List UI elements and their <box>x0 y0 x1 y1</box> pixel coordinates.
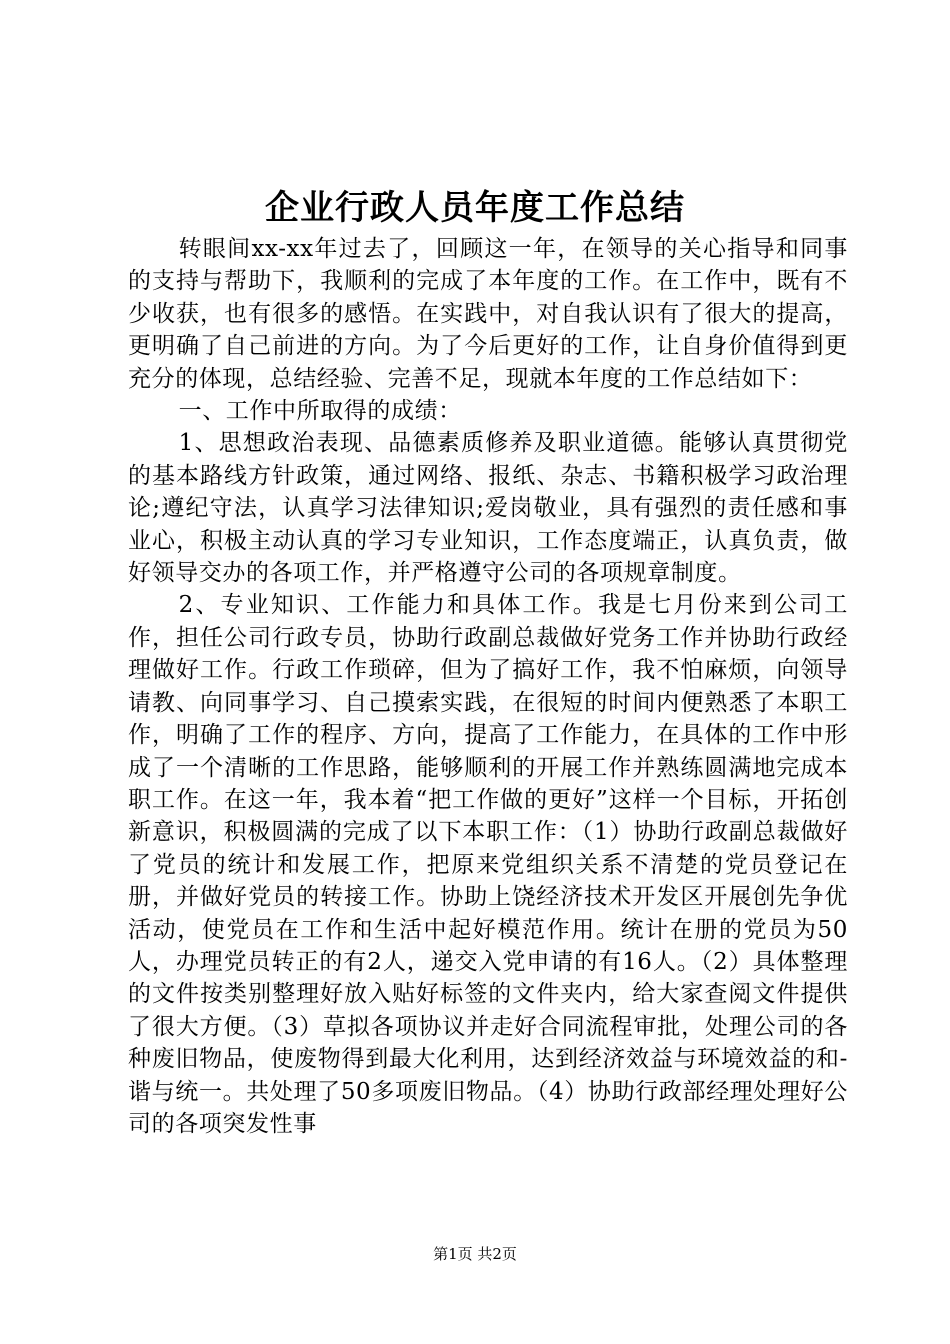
paragraph-section-heading: 一、工作中所取得的成绩： <box>178 398 462 425</box>
paragraph-intro: 转眼间xx-xx年过去了，回顾这一年，在领导的关心指导和同事的支持与帮助下，我顺利的完成了本年度的工作。在工作中，既有不少收获，也有很多的感悟。在实践中，对自我认识有了很大的提高，更明确了自己前进的方向。为了今后更好的工作，让自身价值得到更充分的体现，总结经验、完善不足，现就本年度的工作总结如下： <box>128 236 848 392</box>
paragraph-item-1: 1、思想政治表现、品德素质修养及职业道德。能够认真贯彻党的基本路线方针政策，通过网络、报纸、杂志、书籍积极学习政治理论;遵纪守法，认真学习法律知识;爱岗敬业，具有强烈的责任感和事业心，积极主动认真的学习专业知识，工作态度端正，认真负责，做好领导交办的各项工作，并严格遵守公司的各项规章制度。 <box>128 430 848 587</box>
page-number-footer: 第1页 共2页 <box>433 1245 517 1263</box>
paragraph-item-2: 2、专业知识、工作能力和具体工作。我是七月份来到公司工作，担任公司行政专员，协助行政副总裁做好党务工作并协助行政经理做好工作。行政工作琐碎，但为了搞好工作，我不怕麻烦，向领导请教、向同事学习、自己摸索实践，在很短的时间内便熟悉了本职工作，明确了工作的程序、方向，提高了工作能力，在具体的工作中形成了一个清晰的工作思路，能够顺利的开展工作并熟练圆满地完成本职工作。在这一年，我本着“把工作做的更好”这样一个目标，开拓创新意识，积极圆满的完成了以下本职工作：（1）协助行政副总裁做好了党员的统计和发展工作，把原来党组织关系不清楚的党员登记在册，并做好党员的转接工作。协助上饶经济技术开发区开展创先争优活动，使党员在工作和生活中起好模范作用。统计在册的党员为50人，办理党员转正的有2人，递交入党申请的有16人。（2）具体整理的文件按类别整理好放入贴好标签的文件夹内，给大家查阅文件提供了很大方便。（3）草拟各项协议并走好合同流程审批，处理公司的各种废旧物品，使废物得到最大化利用，达到经济效益与环境效益的和-谐与统一。共处理了50多项废旧物品。（4）协助行政部经理处理好公司的各项突发性事 <box>128 592 848 1137</box>
document-body <box>128 233 848 1140</box>
document-title: 企业行政人员年度工作总结 <box>265 188 685 228</box>
